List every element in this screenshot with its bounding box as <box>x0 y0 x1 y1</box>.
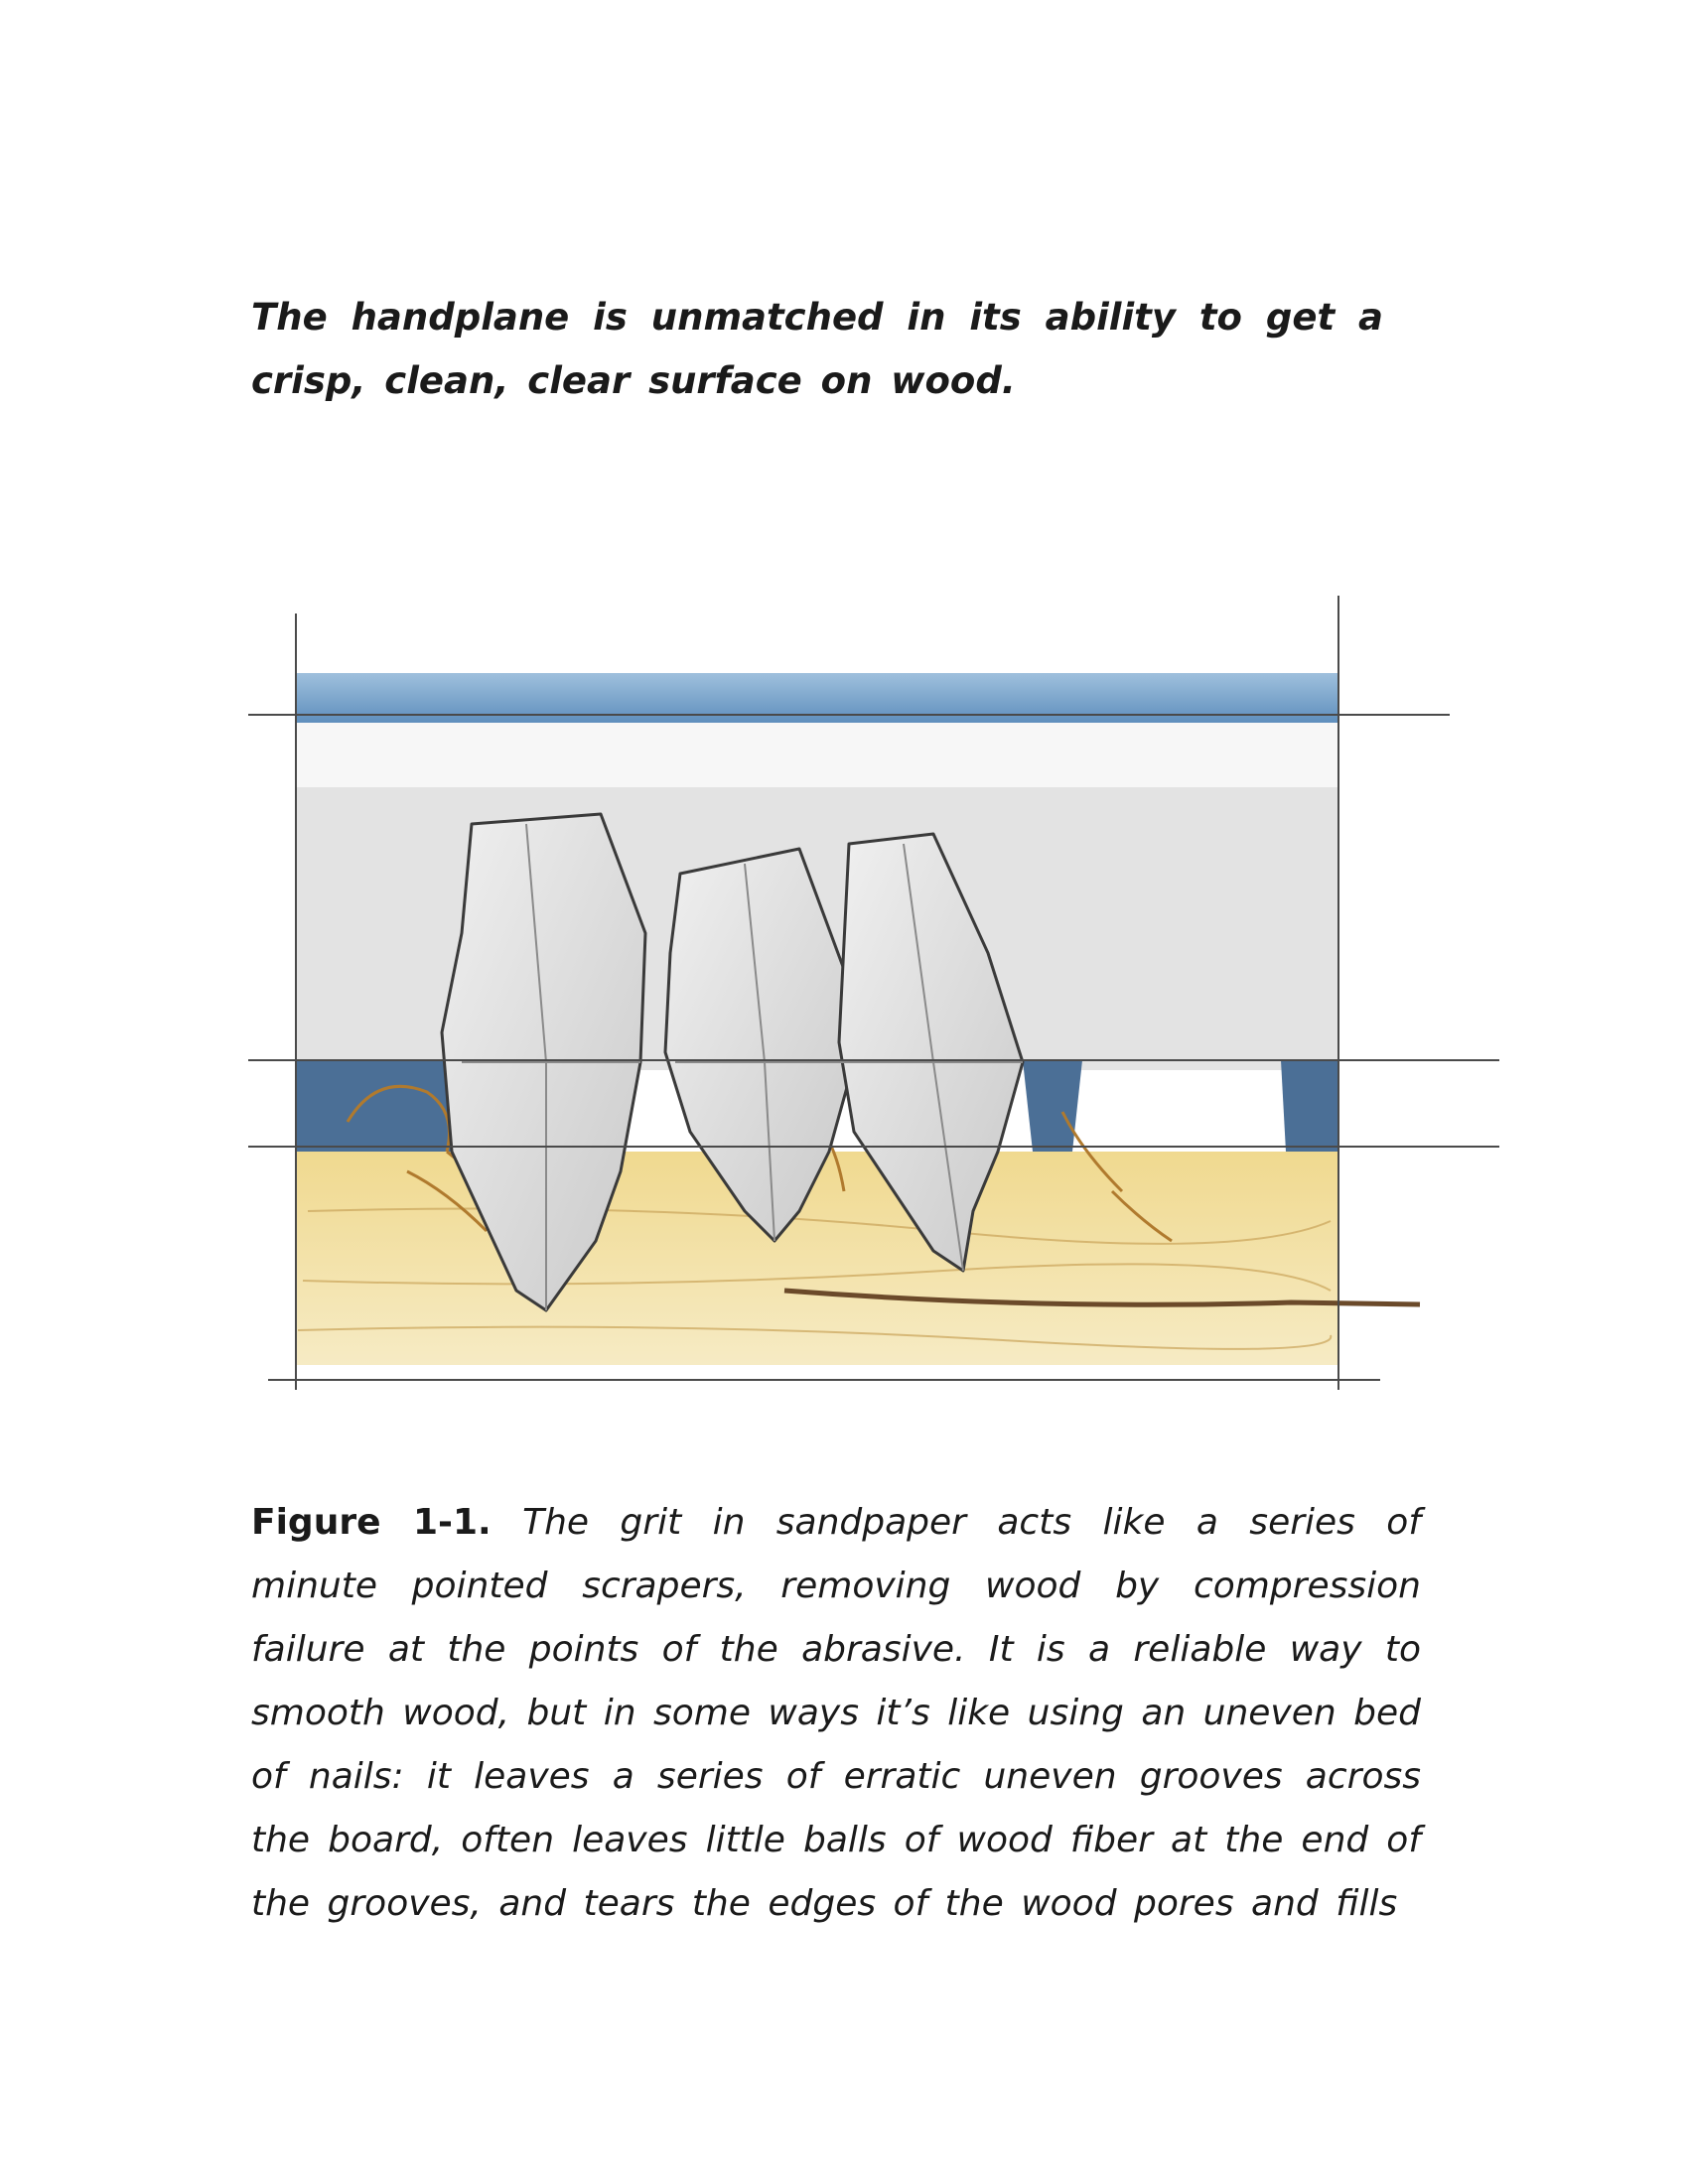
intro-text: The handplane is unmatched in its ability to get a crisp, clean, clear surface on wood. <box>251 296 1383 402</box>
sandpaper-illustration <box>248 596 1499 1410</box>
paper-backing-white <box>296 723 1338 787</box>
figure-label: Figure 1-1. <box>251 1502 492 1543</box>
wood-board <box>296 1152 1338 1365</box>
figure-caption <box>251 1491 1421 1936</box>
figure-caption-text: The grit in sandpaper acts like a series of minute pointed scrapers, removing wood by compression failure at the points of the abrasive. It is a reliable way to smooth wood, but in some ways it’s like using an uneven bed of nails: it leaves a series of erratic uneven grooves across the board, often leaves little balls of wood fiber at the end of the grooves, and tears the edges of the wood pores and fills <box>251 1502 1422 1924</box>
sandpaper-grit-drawing <box>248 596 1499 1410</box>
